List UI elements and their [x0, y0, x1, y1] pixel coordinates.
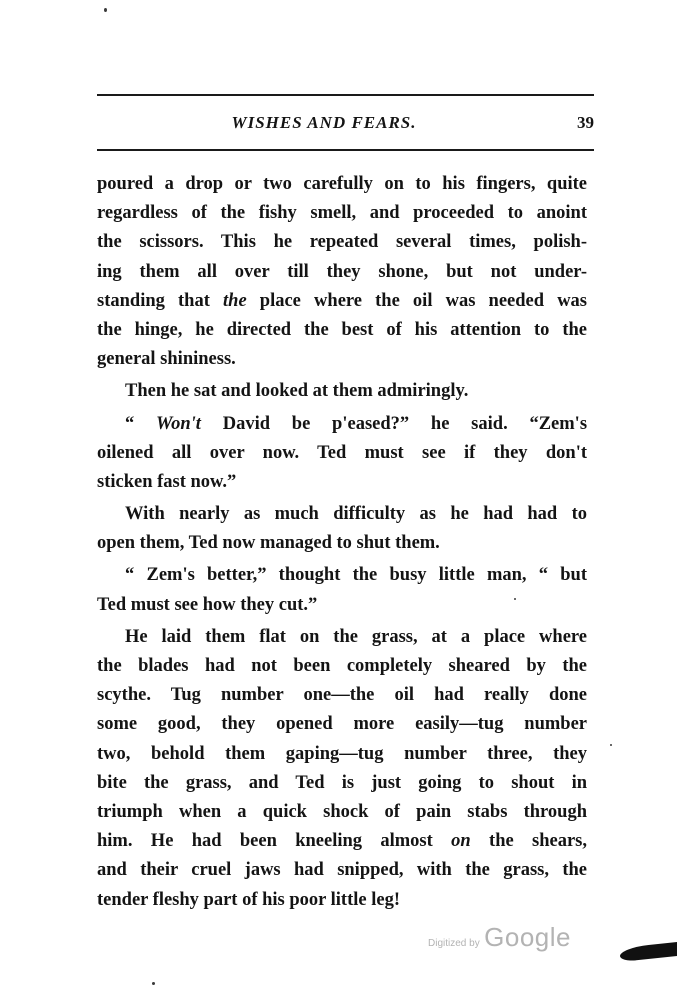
ink-speck — [152, 982, 155, 985]
text-line: sticken fast now.” — [97, 471, 237, 492]
text-run: standing that — [97, 290, 210, 311]
ink-speck — [104, 8, 107, 12]
text-line: Then he sat and looked at them admiringly. — [125, 381, 469, 402]
text-line: triumph when a quick shock of pain stabs through — [97, 801, 587, 822]
header-rule-bottom — [97, 149, 594, 151]
text-line: ing them all over till they shone, but not under- — [97, 261, 587, 282]
open-quote: “ — [125, 413, 135, 434]
page-number: 39 — [577, 113, 594, 132]
text-line — [97, 287, 587, 316]
text-line: “ Zem's better,” thought the busy little man, “ but — [125, 565, 587, 586]
text-line: some good, they opened more easily—tug number — [97, 714, 587, 735]
emphasis-on: on — [451, 831, 471, 852]
text-line: regardless of the fishy smell, and proceeded to anoint — [97, 203, 587, 224]
digitized-by-watermark — [428, 922, 571, 953]
text-line — [97, 410, 587, 439]
emphasis-the: the — [223, 290, 247, 311]
ink-smudge — [620, 942, 677, 962]
text-line: Ted must see how they cut.” — [97, 594, 318, 615]
ink-speck — [514, 598, 516, 600]
header-rule-top — [97, 94, 594, 96]
text-run: place where the oil was needed was — [259, 290, 587, 311]
text-line: the blades had not been completely sheared by the — [97, 656, 587, 676]
text-line: With nearly as much difficulty as he had had to — [125, 504, 587, 525]
text-line: bite the grass, and Ted is just going to shout in — [97, 772, 587, 793]
text-line: and their cruel jaws had snipped, with the grass, the — [97, 860, 587, 881]
text-run: the shears, — [489, 831, 587, 852]
running-title: WISHES AND FEARS. — [231, 113, 417, 132]
text-run: him. He had been kneeling almost — [97, 831, 433, 852]
emphasis-wont: Won't — [156, 413, 201, 434]
watermark-prefix: Digitized by — [428, 938, 480, 949]
text-line: the scissors. This he repeated several times, polish- — [97, 232, 587, 253]
page-body — [97, 170, 587, 915]
text-line — [97, 827, 587, 856]
text-line: the hinge, he directed the best of his attention to the — [97, 319, 587, 340]
ink-speck — [610, 744, 612, 746]
text-line: oilened all over now. Ted must see if they don't — [97, 442, 587, 463]
text-line: poured a drop or two carefully on to his fingers, quite — [97, 174, 587, 194]
text-run: David be p'eased?” he said. “Zem's — [222, 413, 587, 434]
text-line: open them, Ted now managed to shut them. — [97, 533, 440, 554]
text-line: general shininess. — [97, 349, 236, 370]
text-line: tender fleshy part of his poor little leg! — [97, 889, 400, 910]
text-line: scythe. Tug number one—the oil had really done — [97, 685, 587, 706]
text-line: He laid them flat on the grass, at a place where — [125, 626, 587, 647]
text-line: two, behold them gaping—tug number three, they — [97, 743, 587, 764]
watermark-brand: Google — [484, 922, 571, 952]
